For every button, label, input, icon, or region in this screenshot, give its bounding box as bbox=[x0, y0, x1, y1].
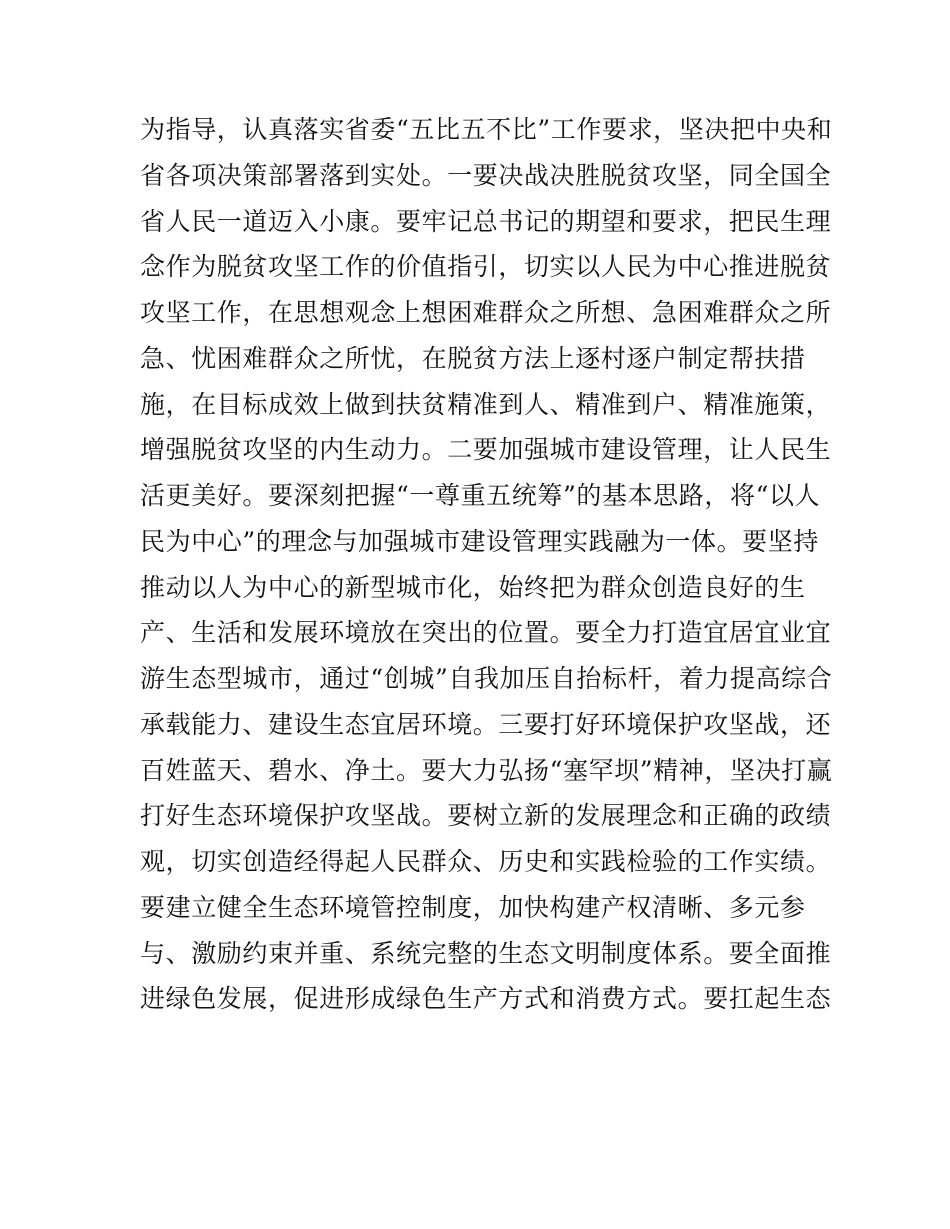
text-line: 推动以人为中心的新型城市化，始终把为群众创造良好的生 bbox=[140, 572, 806, 602]
text-line: 与、激励约束并重、系统完整的生态文明制度体系。要全面推 bbox=[140, 938, 832, 968]
text-line: 打好生态环境保护攻坚战。要树立新的发展理念和正确的政绩 bbox=[140, 801, 832, 831]
text-line: 活更美好。要深刻把握“一尊重五统筹”的基本思路，将“以人 bbox=[140, 481, 821, 510]
text-line: 省各项决策部署落到实处。一要决战决胜脱贫攻坚，同全国全 bbox=[140, 160, 832, 190]
text-line: 百姓蓝天、碧水、净土。要大力弘扬“塞罕坝”精神，坚决打赢 bbox=[140, 755, 833, 785]
text-line: 进绿色发展，促进形成绿色生产方式和消费方式。要扛起生态 bbox=[140, 984, 832, 1014]
text-line: 游生态型城市，通过“创城”自我加压自抬标杆，着力提高综合 bbox=[140, 664, 833, 693]
text-line: 急、忧困难群众之所忧，在脱贫方法上逐村逐户制定帮扶措 bbox=[140, 343, 806, 373]
text-line: 增强脱贫攻坚的内生动力。二要加强城市建设管理，让人民生 bbox=[140, 435, 832, 465]
text-line: 观，切实创造经得起人民群众、历史和实践检验的工作实绩。 bbox=[140, 847, 832, 876]
text-line: 施，在目标成效上做到扶贫精准到人、精准到户、精准施策， bbox=[140, 389, 832, 419]
text-line: 民为中心”的理念与加强城市建设管理实践融为一体。要坚持 bbox=[140, 526, 819, 556]
body-paragraph bbox=[140, 107, 833, 1022]
text-line: 省人民一道迈入小康。要牢记总书记的期望和要求，把民生理 bbox=[140, 206, 832, 236]
text-line: 为指导，认真落实省委“五比五不比”工作要求，坚决把中央和 bbox=[140, 115, 833, 144]
text-line: 要建立健全生态环境管控制度，加快构建产权清晰、多元参 bbox=[140, 892, 806, 922]
text-line: 攻坚工作，在思想观念上想困难群众之所想、急困难群众之所 bbox=[140, 298, 832, 327]
text-line: 产、生活和发展环境放在突出的位置。要全力打造宜居宜业宜 bbox=[140, 618, 832, 648]
text-line: 承载能力、建设生态宜居环境。三要打好环境保护攻坚战，还 bbox=[140, 709, 832, 739]
text-line: 念作为脱贫攻坚工作的价值指引，切实以人民为中心推进脱贫 bbox=[140, 252, 832, 282]
